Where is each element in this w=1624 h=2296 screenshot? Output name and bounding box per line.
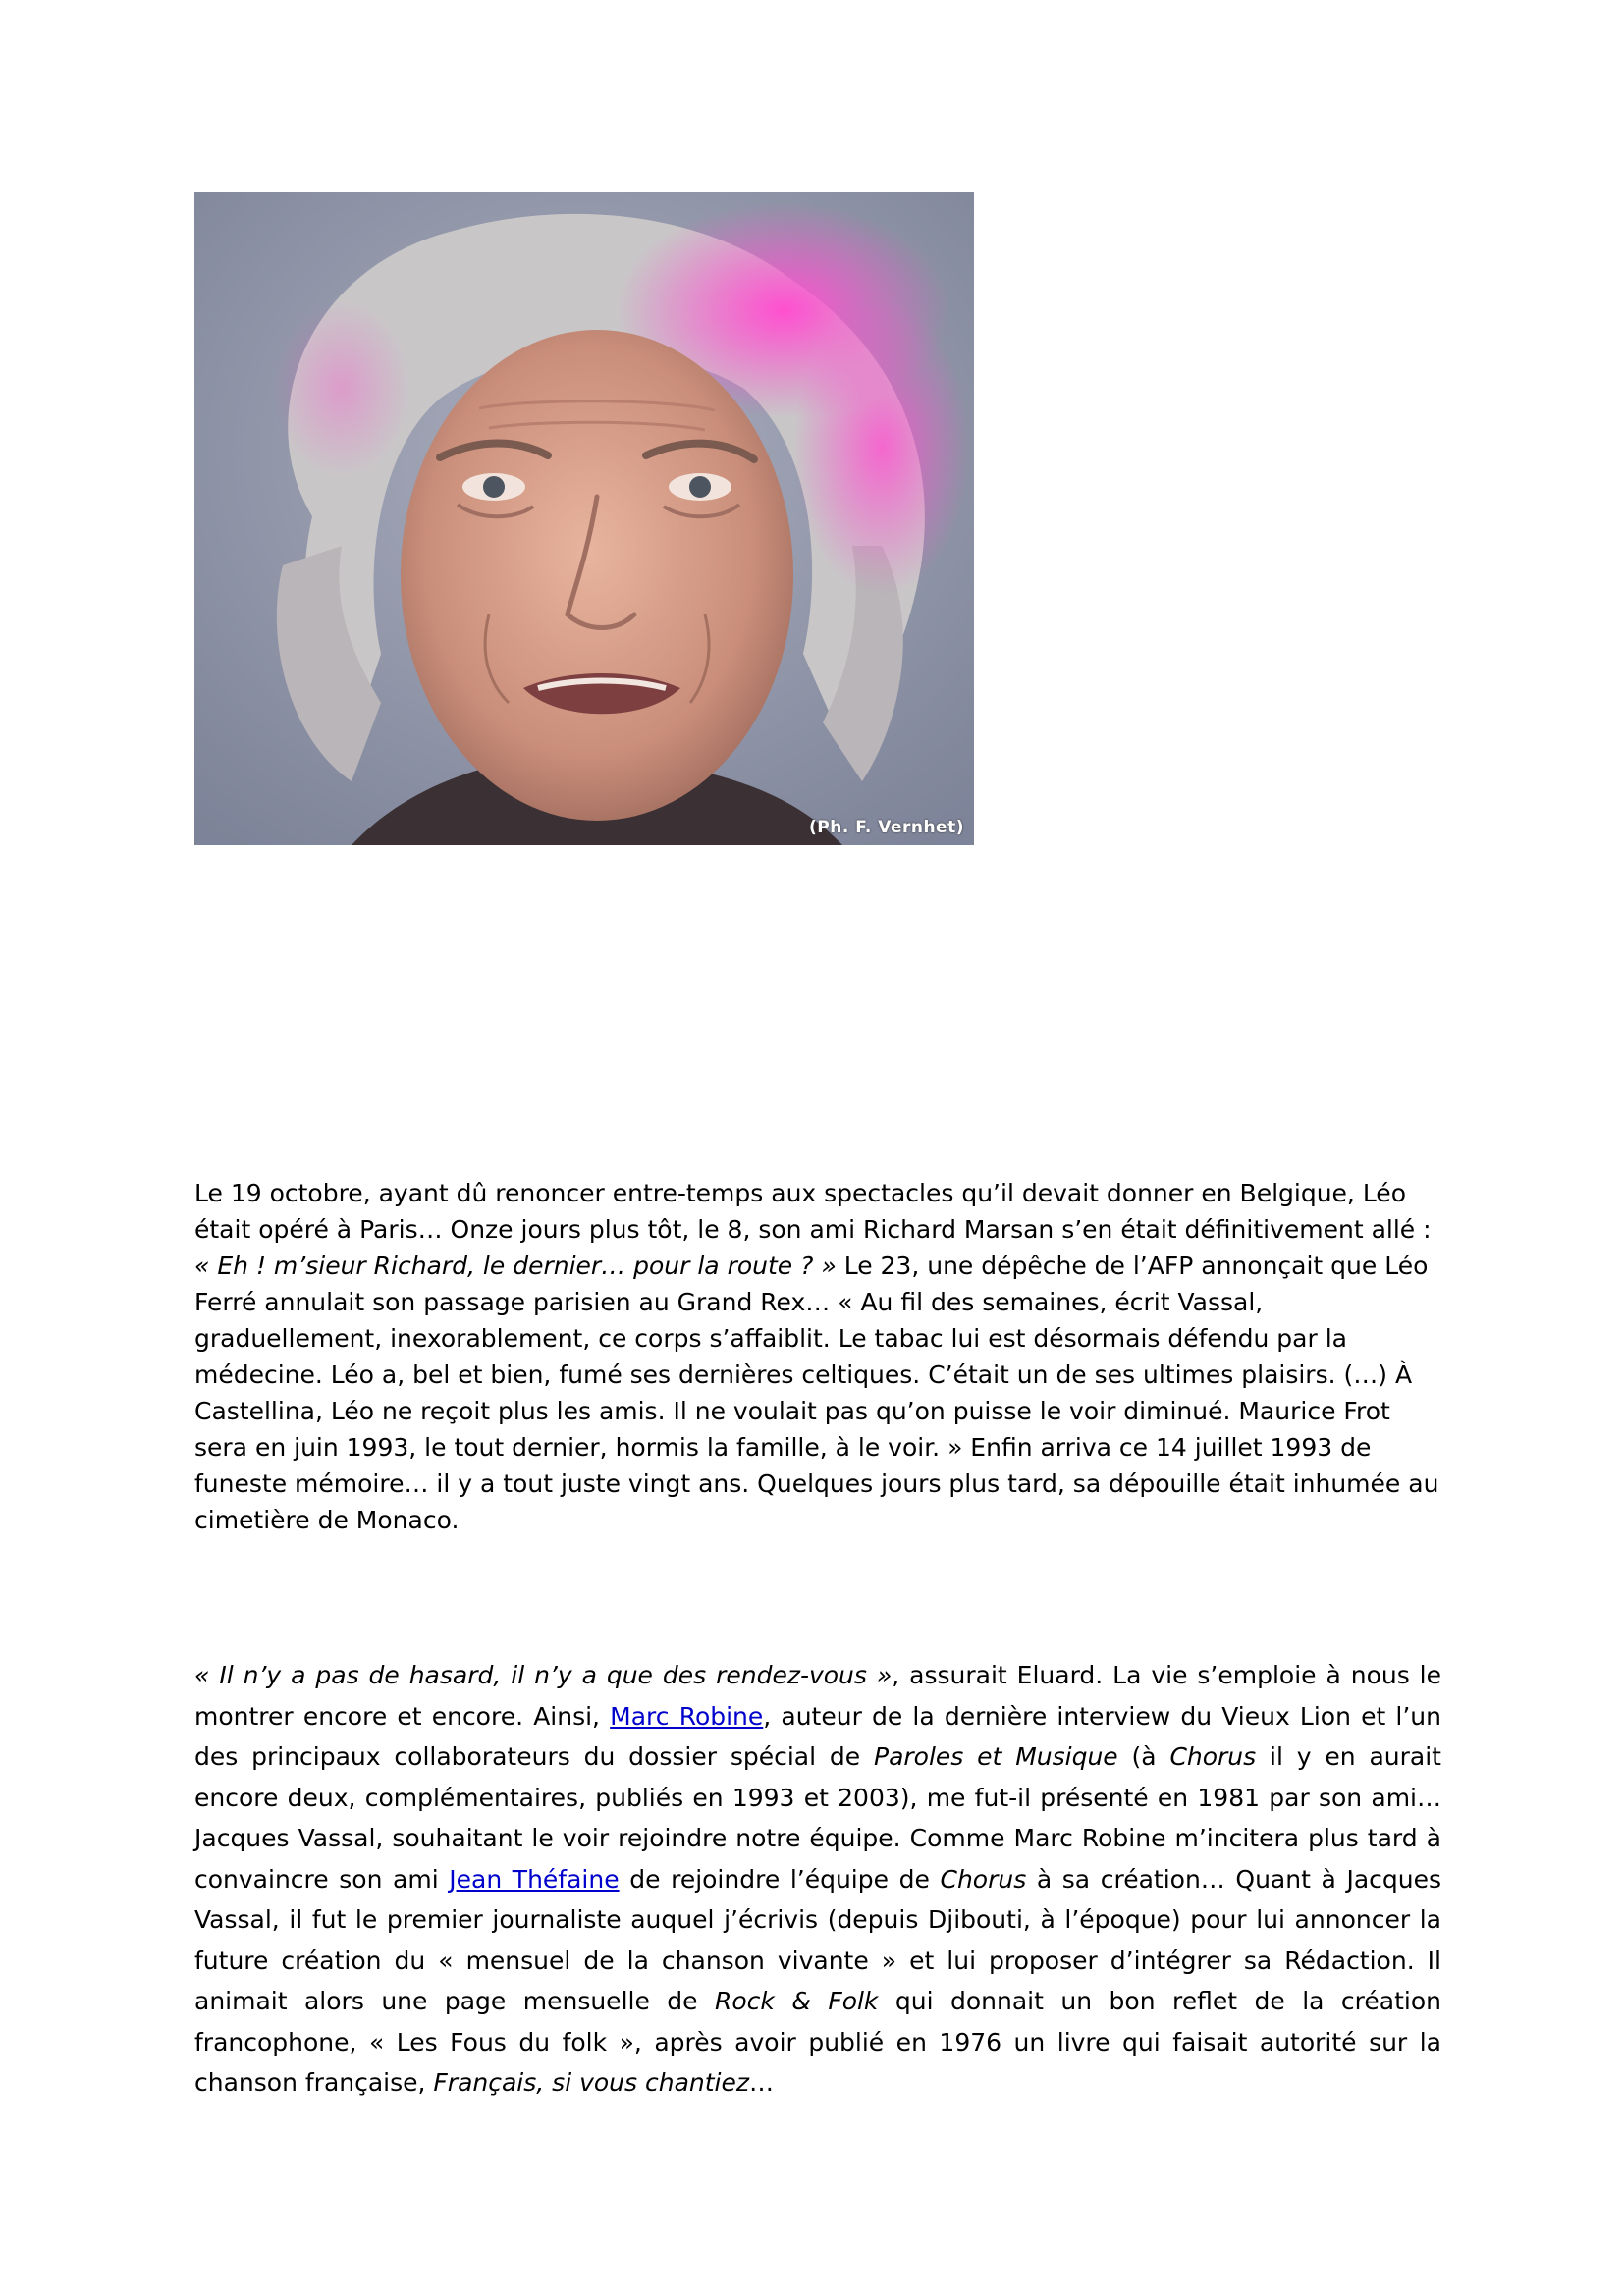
paragraph-1-text-a: Le 19 octobre, ayant dû renoncer entre-temps aux spectacles qu’il devait donner en Belgique, Léo était opéré à Paris… Onze jours plus tôt, le 8, son ami Richard Marsan s’en était définitivement allé : (194, 1179, 1432, 1244)
portrait-illustration (194, 192, 974, 845)
marc-robine-link[interactable]: Marc Robine (610, 1701, 764, 1731)
paragraph-2 (194, 1655, 1441, 2104)
jean-thefaine-link[interactable]: Jean Théfaine (449, 1864, 620, 1894)
paragraph-2-text-f: à sa création… Quant à Jacques Vassal, il fut le premier journaliste auquel j’écrivis (depuis Djibouti, à l’époque) pour lui annoncer la future création du « mensuel de la chanson vivante » et lui proposer d’intégrer sa Rédaction. Il animait alors une page mensuelle de (194, 1864, 1442, 2015)
italic-rock-and-folk: Rock & Folk (715, 1987, 879, 2015)
paragraph-2-text-a: , assurait Eluard. La vie s’emploie à nous le montrer encore et encore. Ainsi, (194, 1661, 1441, 1731)
paragraph-1-text-b: Le 23, une dépêche de l’AFP annonçait que Léo Ferré annulait son passage parisien au Grand Rex… « Au fil des semaines, écrit Vassal, graduellement, inexorablement, ce corps s’affaiblit. Le tabac lui est désormais défendu par la médecine. Léo a, bel et bien, fumé ses dernières celtiques. C’était un de ses ultimes plaisirs. (…) À Castellina, Léo ne reçoit plus les amis. Il ne voulait pas qu’on puisse le voir diminué. Maurice Frot sera en juin 1993, le tout dernier, hormis la famille, à le voir. » Enfin arriva ce 14 juillet 1993 de funeste mémoire… il y a tout juste vingt ans. Quelques jours plus tard, sa dépouille était inhumée au cimetière de Monaco. (194, 1252, 1439, 1534)
photo-credit: (Ph. F. Vernhet) (809, 818, 964, 837)
italic-chorus-1: Chorus (1169, 1742, 1257, 1771)
paragraph-1-quote: « Eh ! m’sieur Richard, le dernier… pour la route ? » (194, 1252, 837, 1280)
portrait-photo (194, 192, 974, 845)
paragraph-2-text-c: (à (1117, 1742, 1170, 1771)
paragraph-2-text-e: de rejoindre l’équipe de (619, 1864, 941, 1894)
paragraph-2-text-h: … (749, 2068, 775, 2097)
paragraph-2-text-b: , auteur de la dernière interview du Vieux Lion et l’un des principaux collaborateurs du dossier spécial de (194, 1701, 1441, 1771)
paragraph-2-text-d: il y en aurait encore deux, complémentaires, publiés en 1993 et 2003), me fut-il présenté en 1981 par son ami… Jacques Vassal, souhaitant le voir rejoindre notre équipe. Comme Marc Robine m’incitera plus tard à convaincre son ami (194, 1742, 1441, 1894)
eluard-quote: « Il n’y a pas de hasard, il n’y a que des rendez-vous » (194, 1661, 893, 1689)
paragraph-2-text-g: qui donnait un bon reflet de la création francophone, « Les Fous du folk », après avoir publié en 1976 un livre qui faisait autorité sur la chanson française, (194, 1987, 1441, 2097)
italic-chorus-2: Chorus (940, 1864, 1027, 1894)
italic-paroles-et-musique: Paroles et Musique (874, 1742, 1118, 1771)
paragraph-1 (194, 1175, 1441, 1538)
italic-francais-si-vous-chantiez: Français, si vous chantiez (433, 2068, 750, 2097)
